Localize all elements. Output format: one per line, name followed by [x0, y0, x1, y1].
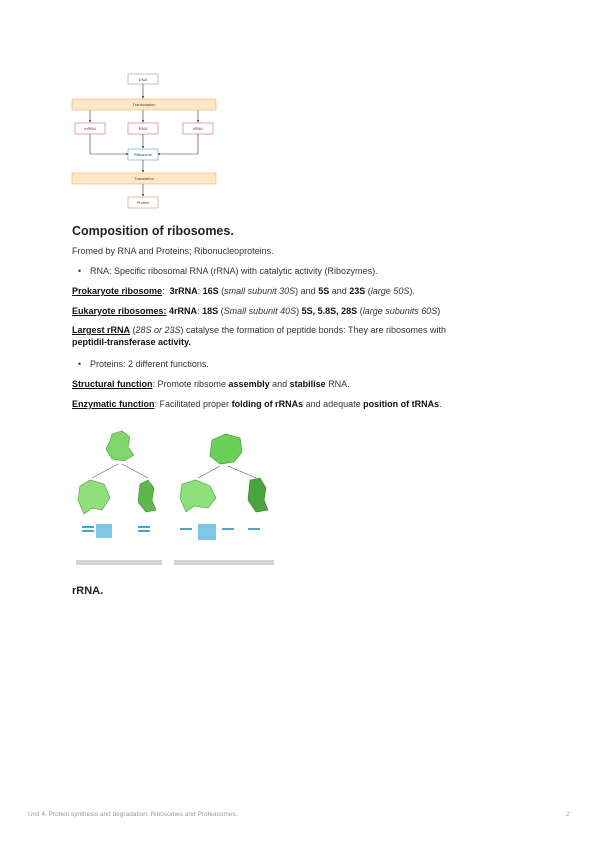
structural-function-line: Structural function: Promote ribsome assembly and stabilise RNA. — [72, 379, 350, 389]
flow-transcription-label: Transcription — [132, 102, 156, 107]
eukaryote-line: Eukaryote ribosomes: 4rRNA: 18S (Small subunit 40S) 5S, 5.8S, 28S (large subunits 60S) — [72, 306, 441, 316]
flow-translation-label: Translation — [134, 176, 154, 181]
flow-mrna-label: mRNA — [84, 126, 96, 131]
largest-rrna-paragraph: Largest rRNA (28S or 23S) catalyse the formation of peptide bonds: They are ribosomes with peptidil-transferase activity. — [72, 325, 447, 347]
flow-trna-label: tRNA — [193, 126, 203, 131]
bullet-proteins: • Proteins: 2 different functions. — [78, 359, 209, 369]
bullet-rna: • RNA: Specific ribosomal RNA (rRNA) with catalytic activity (Ribozymes). — [78, 266, 378, 276]
prokaryote-line: Prokaryote ribosome: 3rRNA: 16S (small subunit 30S) and 5S and 23S (large 50S). — [72, 286, 415, 296]
flow-protein-label: Protein — [136, 200, 150, 205]
eukaryote-ribosome-figure — [172, 428, 278, 570]
flow-rrna-label: RNA — [138, 126, 148, 131]
flow-ribosome-label: Ribosome — [133, 152, 153, 157]
page-number: 2 — [566, 811, 570, 818]
page-footer: Unit 4. Protein synthesis and degradation: Ribosomes and Proteasomes. — [28, 811, 238, 818]
enzymatic-function-line: Enzymatic function: Facilitated proper folding of rRNAs and adequate position of tRNAs. — [72, 399, 442, 409]
flow-dna-label: DNA — [138, 77, 148, 82]
section-title-composition: Composition of ribosomes. — [72, 224, 234, 238]
rna-flow-diagram — [70, 72, 218, 212]
section-title-rrna: rRNA. — [72, 585, 104, 597]
prokaryote-ribosome-figure — [72, 428, 168, 570]
intro-text: Fromed by RNA and Proteins; Ribonucleoproteins. — [72, 246, 274, 256]
